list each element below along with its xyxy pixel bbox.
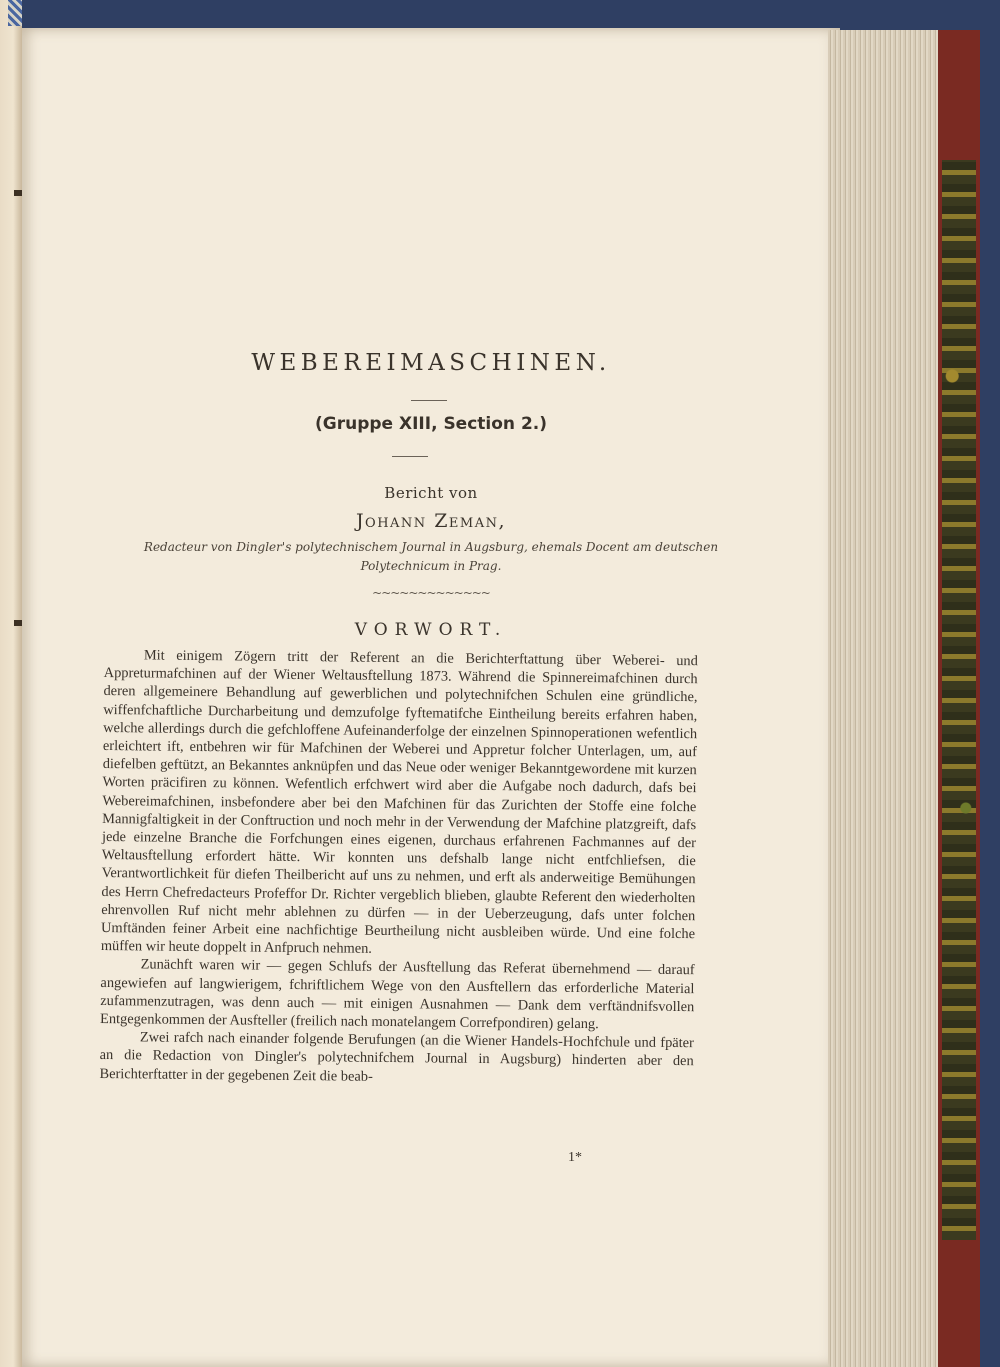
affiliation-line-1: Redacteur von Dingler's polytechnischem Journal in Augsburg, ehemals Docent am deutschen [143,540,719,554]
paragraph: Zwei rafch nach einander folgende Berufungen (an die Wiener Handels-Hochfchule und fpäter an die Redaction von Dingler's polytechnifchem Journal in Augsburg) hinderten aber den Berichterftatter in der gegebenen Zeit die beab- [99,1029,694,1085]
section-heading: VORWORT. [354,620,508,640]
margin-mark [14,620,22,626]
divider-rule [392,456,428,457]
body-text [99,646,698,1089]
previous-page-edge [0,0,22,1367]
author-affiliation [22,538,840,576]
page-subtitle: (Gruppe XIII, Section 2.) [314,414,547,434]
book-cover [938,30,980,1367]
report-by-label: Bericht von [384,484,478,502]
page-fore-edge [828,30,950,1367]
affiliation-line-2: Polytechnicum in Prag. [360,559,502,573]
divider-rule [411,400,447,401]
page-number: 1* [568,1150,582,1165]
paragraph: Mit einigem Zögern tritt der Referent an die Berichterftattung über Weberei- und Appreturmafchinen auf der Wiener Weltausftellung 1873. Während die Spinnereimafchinen durch deren allgemeinere Behandlung auf gewerblichen und polytechnifchen Schulen eine gründliche, wiffenfchaftliche Durcharbeitung und demzufolge fyftematifche Eintheilung bereits erfahren haben, welche allerdings durch die gefchloffene Aufeinanderfolge der einzelnen Spinnoperationen wefentlich erleichtert ift, entbehren wir für Mafchinen der Weberei und Appretur folcher Unterlagen, um, auf diefelben geftützt, an Bekanntes anknüpfen und das Neue oder weniger Bekanntgewordene mit kurzen Worten präcifiren zu können. Wefentlich erfchwert wird aber die Aufgabe noch dadurch, dafs bei Webereimafchinen, insbefondere aber bei den Mafchinen für das Zurichten der Stoffe eine folche Mannigfaltigkeit in der Conftruction und noch mehr in der Verwendung der Mafchine platzgreift, dafs jede einzelne Branche die Forfchungen eines eigenen, durchaus erfahrenen Fachmannes auf der Weltausftellung erfordert hätte. Wir konnten uns defshalb lange nicht entfchliefsen, die Verantwortlichkeit für diefen Theilbericht auf uns zu nehmen, und erft als anderweitige Bemühungen des Herrn Chefredacteurs Profeffor Dr. Richter vergeblich blieben, glaubte Referent den wiederholten ehrenvollen Ruf nicht mehr ablehnen zu dürfen — in der Ueberzeugung, dafs unter folchen Umftänden feiner Arbeit eine nachfichtige Beurtheilung nicht ausbleiben würde. Und eine folche müffen wir heute doppelt in Anfpruch nehmen. [100,647,698,958]
paragraph: Zunächft waren wir — gegen Schlufs der Ausftellung das Referat übernehmend — darauf angewiefen auf langwierigem, fchriftlichem Wege von den Ausftellern das erforderliche Material zufammenzutragen, was denn auch — mit einigen Ausnahmen — Dank dem verftändnifsvollen Entgegenkommen der Ausfteller (freilich nach monatelangem Correfpondiren) gelang. [100,956,695,1033]
page-title: WEBEREIMASCHINEN. [251,350,611,376]
background [980,0,1000,1367]
binding-strip [8,0,22,26]
margin-mark [14,190,22,196]
ornament-divider: ~~~~~~~~~~~~~ [372,586,490,600]
author-name: Johann Zeman, [355,510,507,532]
marbled-endpaper [942,160,976,1240]
